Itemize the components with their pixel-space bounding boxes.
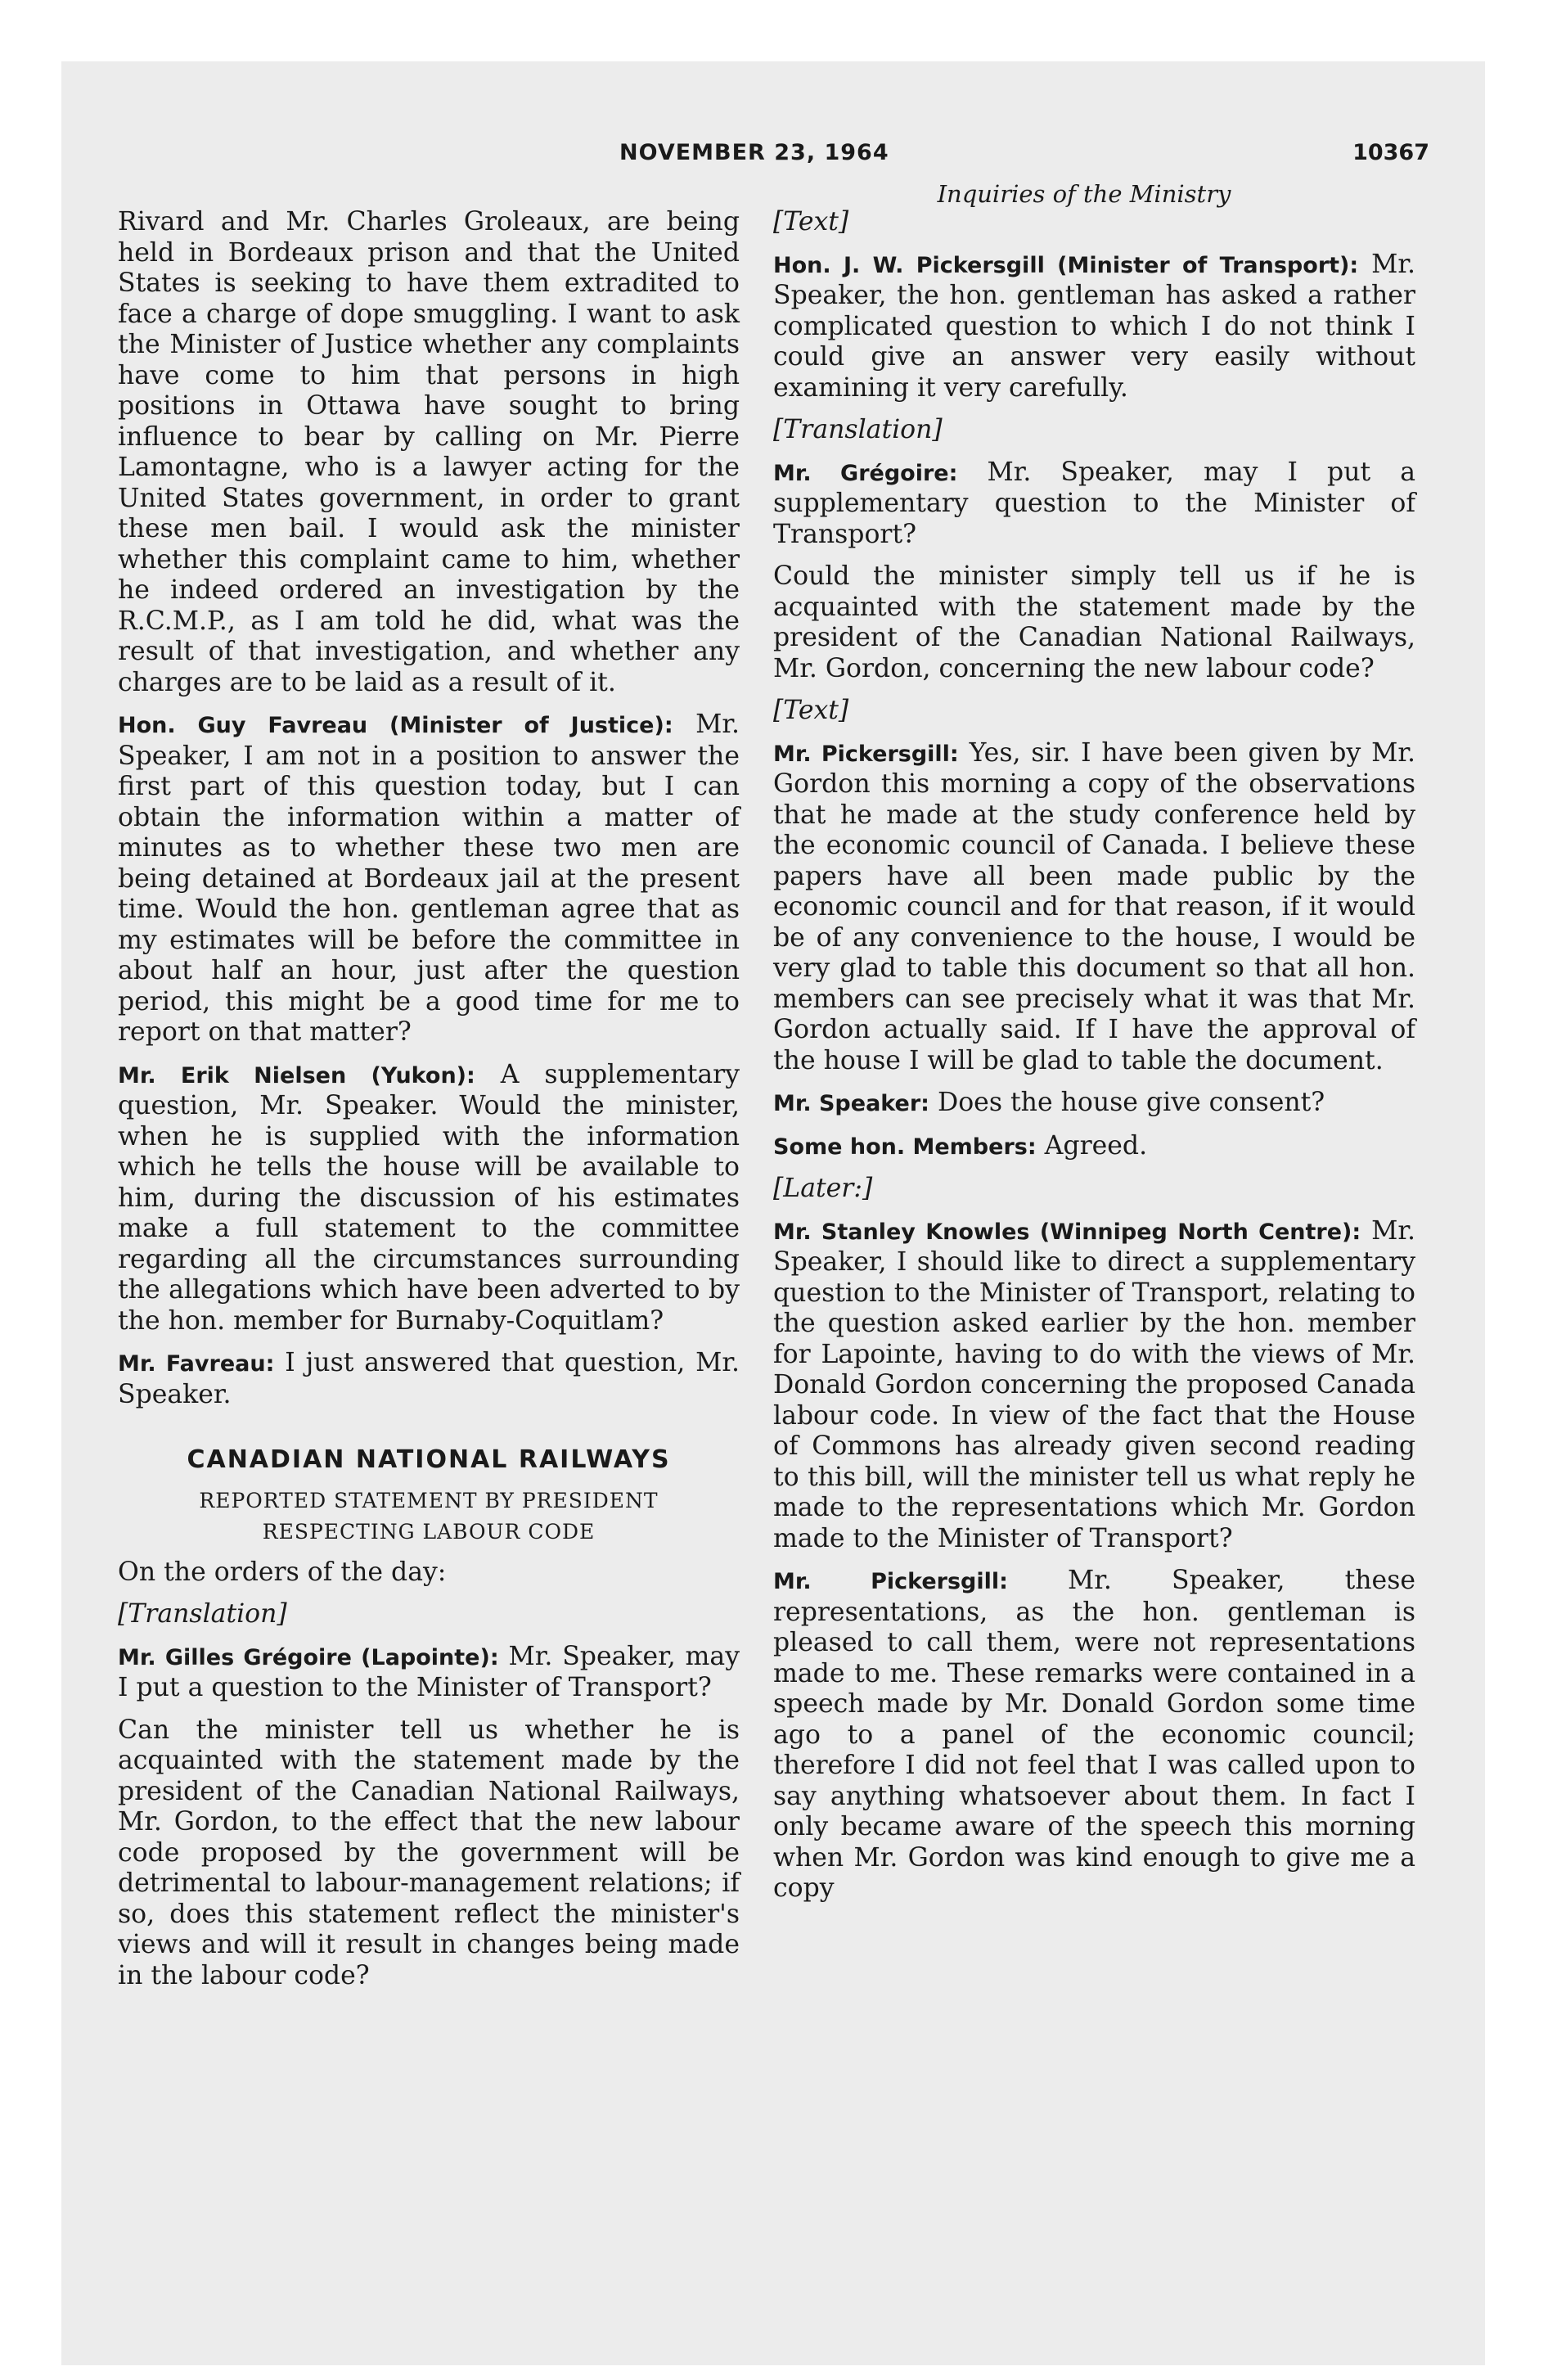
paragraph <box>118 710 740 1048</box>
paragraph <box>773 458 1415 551</box>
speaker-name: Some hon. Members: <box>773 1134 1037 1160</box>
paragraph: Rivard and Mr. Charles Groleaux, are being held in Bordeaux prison and that the United States is seeking to have them extradited to face a charge of dope smuggling. I want to ask the Minister of Justice whether any complaints have come to him that persons in high positions in Ottawa have sought to bring influence to bear by calling on Mr. Pierre Lamontagne, who is a lawyer acting for the United States government, in order to grant these men bail. I would ask the minister whether this complaint came to him, whether he indeed ordered an investigation by the R.C.M.P., as I am told he did, what was the result of that investigation, and whether any charges are to be laid as a result of it. <box>118 207 740 697</box>
speaker-name: Mr. Pickersgill: <box>773 1569 1008 1594</box>
header-date: NOVEMBER 23, 1964 <box>619 140 889 165</box>
speech-text: Agreed. <box>1036 1130 1148 1161</box>
speaker-name: Hon. J. W. Pickersgill (Minister of Transport): <box>773 252 1359 278</box>
section-subtitle <box>118 1485 740 1548</box>
paragraph: On the orders of the day: <box>118 1557 447 1587</box>
speaker-name: Mr. Pickersgill: <box>773 741 959 767</box>
paragraph <box>773 1131 1415 1163</box>
section-subtitle-line: REPORTED STATEMENT BY PRESIDENT <box>199 1488 659 1512</box>
speech-text: A supplementary question, Mr. Speaker. Would the minister, when he is supplied with the information which he tells the house will be available to him, during the discussion of his estimates make a full statement to the committee regarding all the circumstances surrounding the allegations which have been adverted to by the hon. member for Burnaby-Coquitlam? <box>118 1059 740 1336</box>
speech-text: Mr. Speaker, I should like to direct a supplementary question to the Minister of Transport, relating to the question asked earlier by the hon. member for Lapointe, having to do with the views of Mr. Donald Gordon concerning the proposed Canada labour code. In view of the fact that the House of Commons has already given second reading to this bill, will the minister tell us what reply he made to the representations which Mr. Gordon made to the Minister of Transport? <box>773 1215 1415 1553</box>
section-subtitle-line: RESPECTING LABOUR CODE <box>262 1519 596 1544</box>
language-tag: [Later:] <box>773 1174 873 1203</box>
paragraph <box>773 1216 1415 1555</box>
speech-text: Mr. Speaker, may I put a question to the Minister of Transport? <box>118 1641 740 1702</box>
left-column <box>118 207 740 2003</box>
speech-text: Yes, sir. I have been given by Mr. Gordon this morning a copy of the observations that he made at the study conference held by the economic council of Canada. I believe these papers have all been made public by the economic council and for that reason, if it would be of any convenience to the house, I would be very glad to table this document so that all hon. members can see precisely what it was that Mr. Gordon actually said. If I have the approval of the house I will be glad to table the document. <box>773 737 1415 1075</box>
paragraph <box>773 1566 1415 1904</box>
speech-text: Mr. Speaker, may I put a supplementary question to the Minister of Transport? <box>773 457 1415 549</box>
speaker-name: Mr. Erik Nielsen (Yukon): <box>118 1062 475 1089</box>
section-title: CANADIAN NATIONAL RAILWAYS <box>187 1445 671 1474</box>
right-column <box>773 207 1415 1916</box>
speaker-name: Mr. Gilles Grégoire (Lapointe): <box>118 1644 499 1670</box>
speaker-name: Mr. Speaker: <box>773 1091 929 1116</box>
paragraph <box>118 1348 740 1410</box>
paragraph <box>118 1642 740 1704</box>
language-tag: [Text] <box>773 207 849 237</box>
paragraph: Could the minister simply tell us if he is acquainted with the statement made by the president of the Canadian National Railways, Mr. Gordon, concerning the new labour code? <box>773 561 1415 683</box>
page-number: 10367 <box>1352 140 1429 165</box>
speech-text: Mr. Speaker, I am not in a position to answer the first part of this question today, but I can obtain the information within a matter of minutes as to whether these two men are being detained at Bordeaux jail at the present time. Would the hon. gentleman agree that as my estimates will be before the committee in about half an hour, just after the question period, this might be a good time for me to report on that matter? <box>118 710 740 1047</box>
speaker-name: Mr. Favreau: <box>118 1351 275 1377</box>
speech-text: Mr. Speaker, the hon. gentleman has asked a rather complicated question to which I do not think I could give an answer very easily without examining it very carefully. <box>773 249 1415 403</box>
paragraph <box>773 250 1415 404</box>
language-tag: [Translation] <box>118 1599 287 1629</box>
paragraph: Can the minister tell us whether he is acquainted with the statement made by the president of the Canadian National Railways, Mr. Gordon, to the effect that the new labour code proposed by the government will be detrimental to labour-management relations; if so, does this statement reflect the minister's views and will it result in changes being made in the labour code? <box>118 1715 740 1990</box>
document-page <box>61 61 1485 2365</box>
speech-text: I just answered that question, Mr. Speaker. <box>118 1348 740 1409</box>
paragraph <box>118 1060 740 1337</box>
speech-text: Does the house give consent? <box>929 1088 1325 1117</box>
paragraph <box>773 738 1415 1077</box>
language-tag: [Translation] <box>773 415 943 444</box>
speaker-name: Hon. Guy Favreau (Minister of Justice): <box>118 713 673 738</box>
page-header <box>61 140 1485 173</box>
speech-text: Mr. Speaker, these representations, as the hon. gentleman is pleased to call them, were not representations made to me. These remarks were contained in a speech made by Mr. Donald Gordon some time ago to a panel of the economic council; therefore I did not feel that I was called upon to say anything whatsoever about them. In fact I only became aware of the speech this morning when Mr. Gordon was kind enough to give me a copy <box>773 1566 1416 1903</box>
speaker-name: Mr. Grégoire: <box>773 460 958 486</box>
language-tag: [Text] <box>773 696 849 725</box>
speaker-name: Mr. Stanley Knowles (Winnipeg North Centre): <box>773 1219 1361 1245</box>
paragraph <box>773 1088 1415 1120</box>
running-subtitle: Inquiries of the Ministry <box>937 180 1231 208</box>
